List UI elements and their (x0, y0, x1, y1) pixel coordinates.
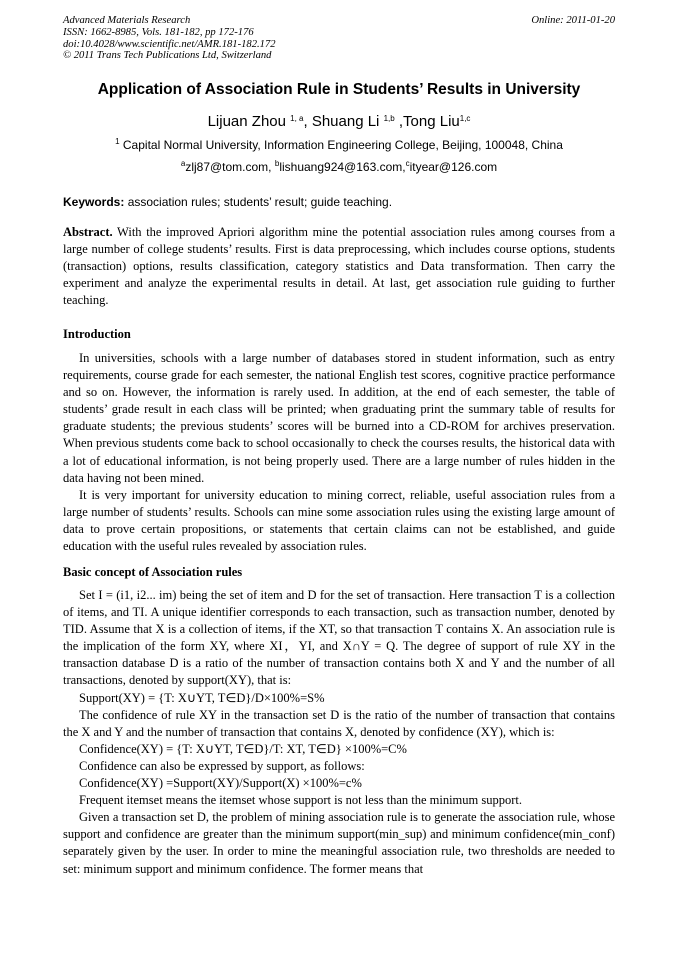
paragraph: The confidence of rule XY in the transaction set D is the ratio of the number of transaction that contains the X and Y and the number of transaction that contains X, denoted by confidence (XY), which is: (63, 707, 615, 739)
email-mark: b (274, 159, 280, 168)
author-name: ,Tong Liu (394, 113, 460, 130)
formula-support: Support(XY) = {T: X∪YT, T∈D}/D×100%=S% (79, 690, 325, 705)
keywords (63, 195, 615, 209)
copyright-line: © 2011 Trans Tech Publications Ltd, Switzerland (63, 50, 272, 62)
basic-concept-body (63, 587, 615, 878)
email-link[interactable]: ityear@126.com (409, 160, 498, 174)
journal-header (63, 15, 615, 62)
email-link[interactable]: zlj87@tom.com, (185, 160, 275, 174)
email-mark: c (405, 159, 410, 168)
paragraph: Given a transaction set D, the problem of mining association rule is to generate the association rule, whose support and confidence are greater than the minimum support(min_sup) and minimum confidence(min_conf) separately given by the user. In order to mine the meaningful association rule, two thresholds are needed to set: minimum support and minimum confidence. The former means that (63, 810, 615, 876)
section-heading-introduction: Introduction (63, 327, 131, 341)
online-date: Online: 2011-01-20 (531, 15, 615, 26)
email-mark: a (180, 159, 186, 168)
abstract (63, 224, 615, 309)
paragraph: Set I = (i1, i2... im) being the set of item and D for the set of transaction. Here transaction T is a collection of items, and TI. A unique identifier corresponds to each transaction, such as transaction number, denoted by TID. Assume that X is a collection of items, if the XT, so that transaction T contains X. An association rule is the implication of the form XY, where XI，YI, and X∩Y = Q. The degree of support of rule XY in the transaction database D is a ratio of the number of transaction contains both X and Y and the number of all transactions, denoted by support(XY), that is: (63, 588, 615, 688)
formula-note: Confidence can also be expressed by support, as follows: (79, 758, 365, 773)
email-list (40, 160, 638, 174)
abstract-text: With the improved Apriori algorithm mine the potential association rules among courses from a large number of college students’ results. First is data preprocessing, which includes course options, students (transaction) options, results classification, category statistics and Data transformation. Then carry the experiment and analyze the experimental results in detail. At last, get association rule guiding to further teaching. (63, 225, 615, 308)
author-name: , Shuang Li (303, 113, 380, 130)
abstract-label: Abstract. (63, 225, 113, 239)
paper-title: Application of Association Rule in Students’ Results in University (97, 81, 581, 98)
introduction-body (63, 350, 615, 555)
paragraph: In universities, schools with a large number of databases stored in student information, such as entry requirements, course grade for each semester, the national English test scores, cognitive practice performance and so on. However, the information is rarely used. In addition, at the end of each semester, the table of students’ grade result in each class will be printed; when graduating print the summary table of results for graduate students; the previous students’ scores will be burned into a CD-ROM for archives preservation. When previous students come back to school occasionally to check the courses results, the historical data with a lot of educational information, is not being properly used. There are a large number of rules hidden in the data having not been mined. (63, 351, 615, 485)
formula-confidence: Confidence(XY) = {T: X∪YT, T∈D}/T: XT, T∈D} ×100%=C% (79, 741, 407, 756)
issn-line: ISSN: 1662-8985, Vols. 181-182, pp 172-176 (63, 26, 254, 38)
formula-confidence-support: Confidence(XY) =Support(XY)/Support(X) ×100%=c% (79, 776, 362, 791)
author-affiliation-mark: 1,b (383, 114, 395, 123)
affiliation (40, 138, 638, 152)
author-affiliation-mark: 1, a (290, 114, 304, 123)
paragraph: It is very important for university education to mining correct, reliable, useful association rules from a large number of students’ results. Schools can mine some association rules using the existing large amount of data to prove certain propositions, or statements that certain claims can not be established, and guide education with the useful rules revealed by association rules. (63, 487, 615, 554)
author-list (40, 113, 638, 130)
keywords-label: Keywords: (63, 195, 125, 209)
affiliation-mark: 1 (115, 137, 120, 146)
definition-frequent-itemset: Frequent itemset means the itemset whose support is not less than the minimum support. (79, 793, 522, 808)
section-heading-basic-concept: Basic concept of Association rules (63, 565, 243, 579)
email-link[interactable]: lishuang924@163.com, (279, 160, 406, 174)
journal-name: Advanced Materials Research (63, 15, 191, 26)
doi-line: doi:10.4028/www.scientific.net/AMR.181-182.172 (63, 38, 276, 50)
affiliation-text: Capital Normal University, Information Engineering College, Beijing, 100048, China (122, 138, 563, 152)
author-name: Lijuan Zhou (207, 113, 286, 130)
author-affiliation-mark: 1,c (459, 114, 471, 123)
keywords-text: association rules; students’ result; guide teaching. (124, 195, 393, 209)
